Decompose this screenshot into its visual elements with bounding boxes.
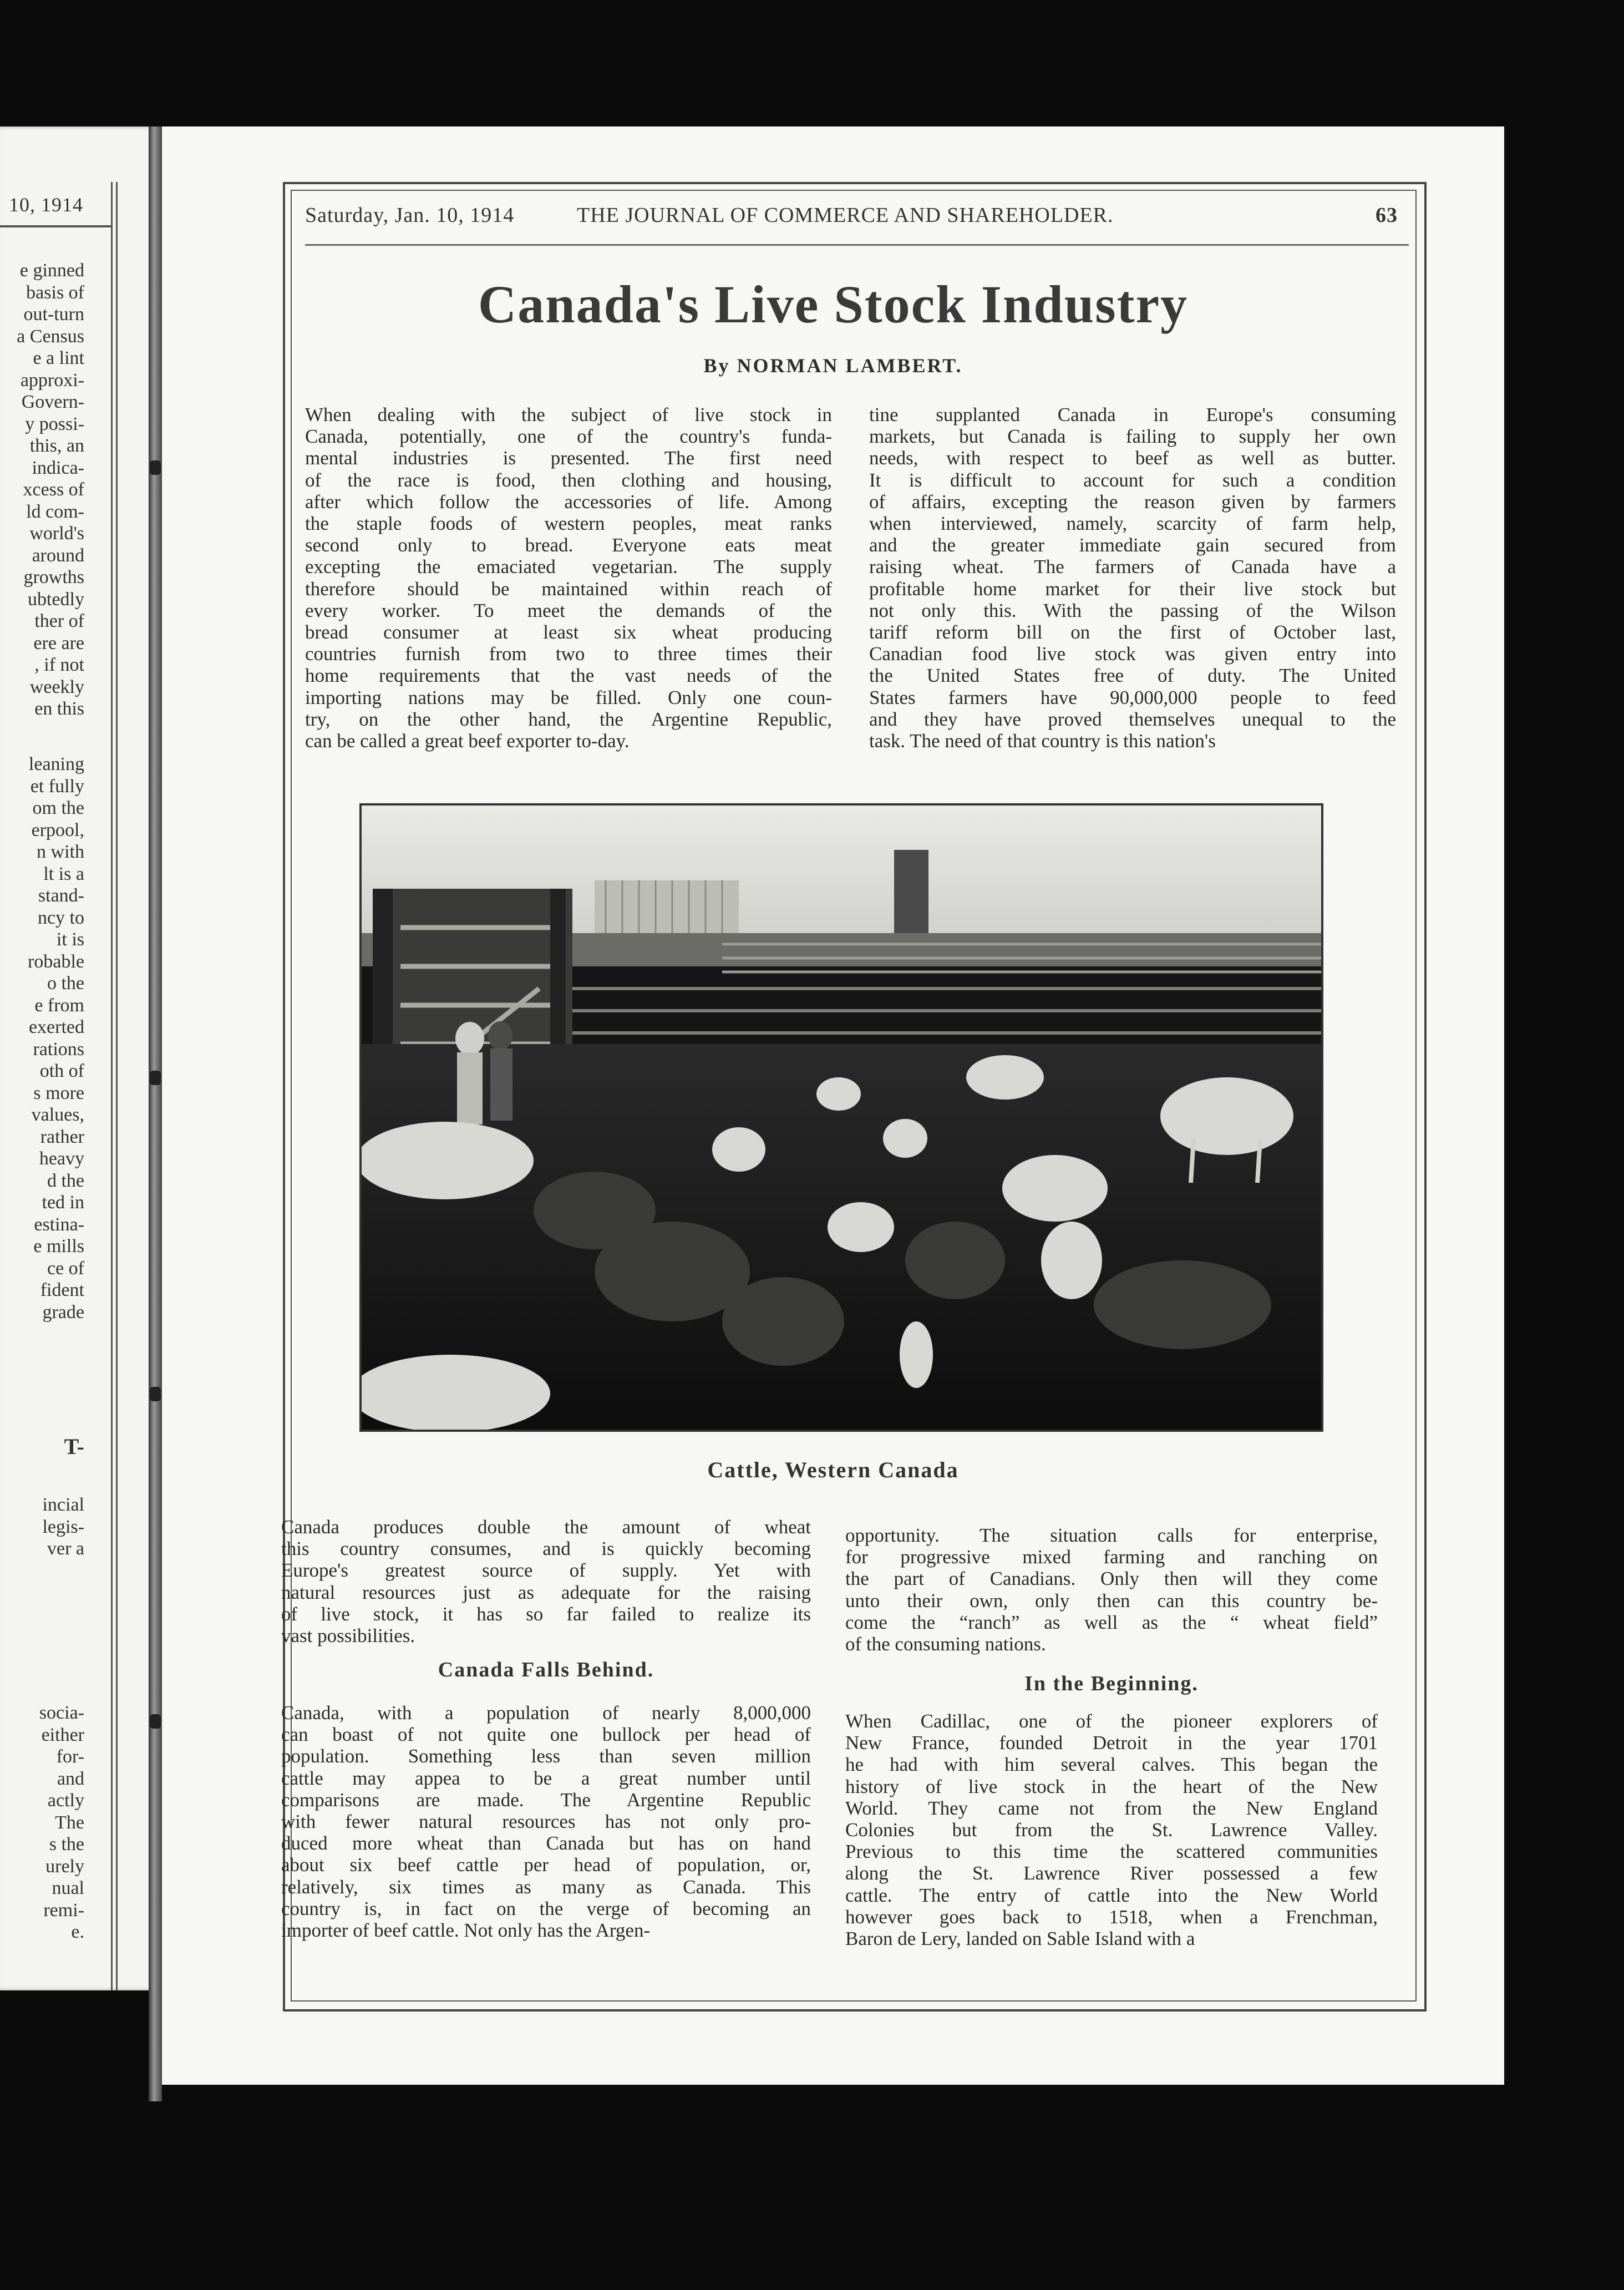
facing-page-line: and [57,1768,84,1789]
facing-page-line: oth of [39,1061,84,1081]
facing-page-line: socia- [39,1703,84,1723]
text-line: opportunity. The situation calls for enterprise, [845,1524,1378,1546]
text-line: second only to bread. Everyone eats meat [305,534,832,556]
article-column-2 [869,404,1396,752]
facing-page-line: et fully [30,776,84,797]
binding-stitch [150,460,161,475]
newspaper-page [162,126,1504,2085]
facing-page-line: ther of [34,611,84,631]
facing-page-line: robable [28,951,84,972]
facing-page-line: estina- [34,1214,84,1235]
facing-page-line: lt is a [43,863,84,884]
text-line: home requirements that the vast needs of the [305,665,832,687]
facing-page-line: e. [71,1922,84,1942]
facing-page-text-block [0,260,84,720]
text-line: the part of Canadians. Only then will they come [845,1568,1378,1590]
text-line: of the consuming nations. [845,1633,1046,1655]
facing-page-line: leaning [28,754,84,774]
facing-page-line: this, an [29,435,84,456]
article-column-3-continued [281,1702,811,1941]
text-line: importer of beef cattle. Not only has the Argen- [281,1919,651,1942]
facing-page-line: y possi- [25,413,84,434]
text-line: Canadian food live stock was given entry into [869,643,1396,665]
facing-page-line: heavy [39,1148,84,1169]
facing-page-line: exerted [28,1017,84,1037]
text-line: excepting the emaciated vegetarian. The supply [305,556,832,578]
facing-page-rule [0,225,111,227]
facing-page-line: stand- [38,885,84,906]
text-line: after which follow the accessories of life. Among [305,490,832,513]
facing-page-line: e ginned [19,260,84,281]
text-line: natural resources just as adequate for the raising [281,1581,811,1603]
article-column-4 [845,1524,1378,1655]
text-line: Colonies but from the St. Lawrence Valley. [845,1819,1378,1841]
facing-page-line: en this [34,698,84,719]
facing-page-line: e a lint [33,348,84,368]
article-title: Canada's Live Stock Industry [478,275,1189,334]
facing-page-line: world's [29,523,84,544]
text-line: Canada, potentially, one of the country's funda- [305,425,832,448]
text-line: every worker. To meet the demands of the [305,599,832,621]
journal-name: THE JOURNAL OF COMMERCE AND SHAREHOLDER. [577,204,1114,227]
text-line: tine supplanted Canada in Europe's consuming [869,404,1396,425]
facing-page-line: around [32,545,84,566]
facing-page-line: s the [49,1834,84,1855]
facing-page-line: incial [42,1494,84,1515]
facing-page-line: d the [47,1170,84,1191]
facing-page-text-block [0,1494,84,1560]
text-line: bread consumer at least six wheat producing [305,621,832,644]
text-line: relatively, six times as many as Canada. This [281,1876,811,1898]
facing-page-line: actly [47,1790,84,1811]
facing-page [0,126,156,1990]
text-line: mental industries is presented. The first need [305,447,832,469]
facing-page-line: s more [33,1082,84,1103]
text-line: with fewer natural resources has not only pro- [281,1811,811,1833]
text-line: Previous to this time the scattered communities [845,1841,1378,1863]
text-line: and they have proved themselves unequal to the [869,708,1396,730]
facing-page-line: weekly [29,676,84,697]
text-line: can be called a great beef exporter to-day. [305,730,630,752]
facing-page-line: legis- [42,1516,84,1537]
text-line: history of live stock in the heart of the New [845,1775,1378,1797]
facing-page-line: The [55,1812,84,1833]
facing-page-line: ubtedly [28,589,84,610]
binding-stitch [150,1071,161,1085]
text-line: countries furnish from two to three times their [305,643,832,665]
text-line: World. They came not from the New England [845,1797,1378,1819]
facing-page-line: ce of [47,1258,84,1279]
text-line: of affairs, excepting the reason given by farmers [869,490,1396,513]
text-line: It is difficult to account for such a condition [869,469,1396,491]
text-line: try, on the other hand, the Argentine Republic, [305,708,832,730]
text-line: country is, in fact on the verge of becoming an [281,1897,811,1919]
text-line: he had with him several calves. This began the [845,1754,1378,1776]
facing-page-line: either [41,1724,84,1745]
facing-page-heading: T- [64,1434,84,1459]
text-line: duced more wheat than Canada but has on hand [281,1832,811,1855]
text-line: the United States free of duty. The United [869,665,1396,687]
facing-page-line: e from [34,995,84,1016]
text-line: cattle. The entry of cattle into the New World [845,1884,1378,1906]
facing-page-text-block [0,753,84,1323]
text-line: however goes back to 1518, when a Frenchman, [845,1906,1378,1928]
text-line: New France, founded Detroit in the year 1701 [845,1732,1378,1754]
facing-page-line: ere are [33,632,84,653]
text-line: Canada produces double the amount of wheat [281,1516,811,1538]
text-line: cattle may appea to be a great number until [281,1767,811,1789]
text-line: profitable home market for their live stock but [869,577,1396,600]
text-line: importing nations may be filled. Only one coun- [305,686,832,708]
text-line: tariff reform bill on the first of October last, [869,621,1396,644]
text-line: can boast of not quite one bullock per head of [281,1724,811,1746]
facing-page-line: erpool, [31,819,84,840]
text-line: of the race is food, then clothing and housing, [305,469,832,491]
facing-page-line: approxi- [20,369,84,391]
text-line: for progressive mixed farming and ranching on [845,1546,1378,1568]
facing-page-line: n with [37,842,84,862]
page-number: 63 [1376,204,1398,227]
subhead-canada-falls-behind: Canada Falls Behind. [438,1658,654,1681]
facing-page-line: growths [23,567,84,587]
text-line: and the greater immediate gain secured from [869,534,1396,556]
facing-page-line: rather [40,1126,84,1147]
text-line: When Cadillac, one of the pioneer explorers of [845,1710,1378,1732]
facing-page-line: ted in [42,1192,84,1213]
subhead-in-the-beginning: In the Beginning. [1024,1672,1199,1695]
facing-page-line: rations [33,1038,84,1060]
text-line: unto their own, only then can this country be- [845,1589,1378,1612]
facing-page-border [111,182,118,1990]
text-line: Baron de Lery, landed on Sable Island with a [845,1928,1195,1950]
facing-page-line: urely [45,1856,84,1877]
text-line: about six beef cattle per head of population, or, [281,1854,811,1876]
facing-page-text-block [0,1702,84,1943]
facing-page-line: Govern- [21,392,84,412]
facing-page-line: om the [32,798,84,818]
text-line: not only this. With the passing of the Wilson [869,599,1396,621]
facing-page-line: , if not [34,655,84,675]
cattle-photograph [359,803,1323,1432]
text-line: come the “ranch” as well as the “ wheat field” [845,1611,1378,1633]
text-line: Canada, with a population of nearly 8,000,000 [281,1702,811,1724]
facing-page-line: grade [42,1301,84,1323]
facing-page-line: for- [56,1746,84,1767]
facing-page-line: ver a [47,1538,84,1559]
facing-page-line: fident [40,1280,84,1300]
text-line: When dealing with the subject of live stock in [305,404,832,425]
facing-page-line: indica- [32,457,84,478]
facing-page-line: a Census [17,326,84,347]
text-line: this country consumes, and is quickly becoming [281,1538,811,1560]
text-line: Europe's greatest source of supply. Yet with [281,1559,811,1582]
facing-page-line: basis of [26,282,84,303]
text-line: therefore should be maintained within reach of [305,577,832,600]
running-head [305,203,1398,236]
facing-page-line: remi- [43,1899,84,1921]
text-line: comparisons are made. The Argentine Republic [281,1789,811,1811]
text-line: of live stock, it has so far failed to realize its [281,1603,811,1625]
facing-page-line: e mills [33,1236,84,1257]
binding-gutter [149,126,162,2101]
running-head-rule [305,244,1409,246]
text-line: along the St. Lawrence River possessed a few [845,1862,1378,1884]
text-line: vast possibilities. [281,1625,415,1647]
article-byline: By NORMAN LAMBERT. [703,354,963,377]
article-column-1 [305,404,832,752]
facing-page-line: nual [52,1878,84,1898]
issue-date: Saturday, Jan. 10, 1914 [305,204,515,227]
article-column-4-continued [845,1710,1378,1949]
text-line: States farmers have 90,000,000 people to feed [869,686,1396,708]
text-line: task. The need of that country is this nation's [869,730,1216,752]
facing-page-line: values, [31,1105,84,1125]
photo-caption: Cattle, Western Canada [707,1457,959,1482]
facing-page-line: ncy to [37,907,84,928]
binding-stitch [150,1387,161,1401]
text-line: the staple foods of western peoples, meat ranks [305,513,832,535]
cattle-photo-illustration [362,805,1321,1430]
text-line: population. Something less than seven million [281,1745,811,1767]
article-column-3 [281,1516,811,1646]
text-line: when interviewed, namely, scarcity of farm help, [869,513,1396,535]
facing-page-line: ld com- [26,501,84,522]
facing-page-date: 10, 1914 [9,194,83,216]
facing-page-line: it is [56,929,84,950]
text-line: needs, with respect to beef as well as butter. [869,447,1396,469]
facing-page-line: o the [47,973,84,994]
facing-page-line: xcess of [23,479,84,500]
text-line: raising wheat. The farmers of Canada have a [869,556,1396,578]
text-line: markets, but Canada is failing to supply her own [869,425,1396,448]
binding-stitch [150,1714,161,1729]
facing-page-line: out-turn [23,304,84,325]
